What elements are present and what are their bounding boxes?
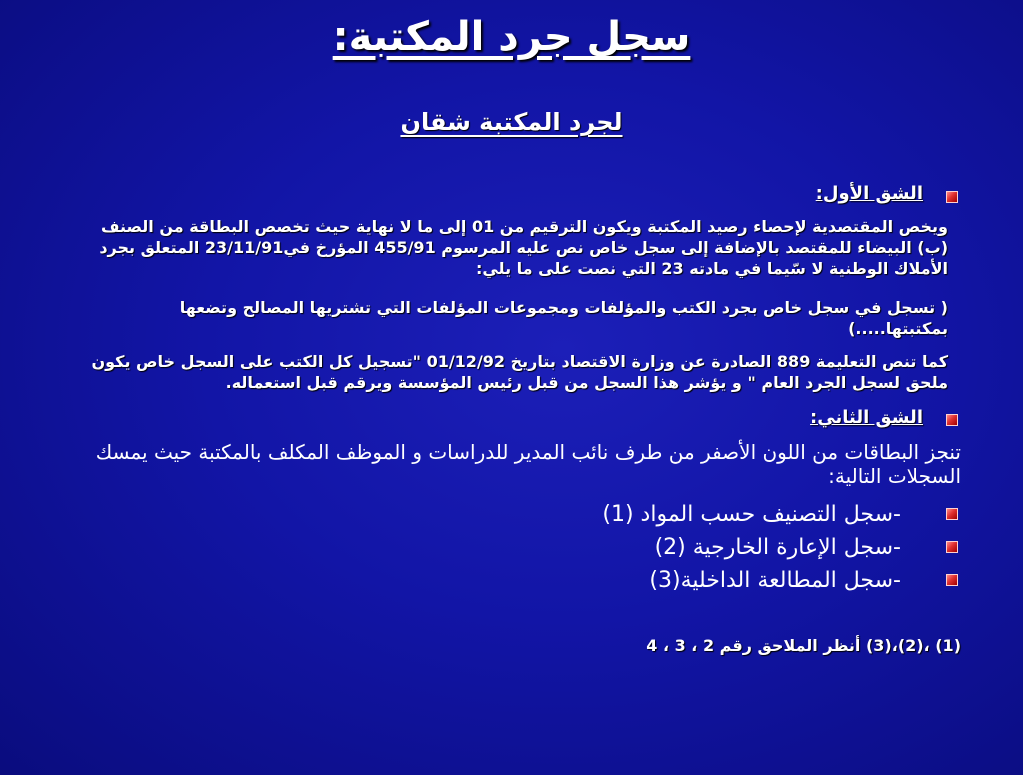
bullet-icon <box>946 191 958 203</box>
slide-title: سجل جرد المكتبة: <box>332 14 691 60</box>
part2-paragraph: تنجز البطاقات من اللون الأصفر من طرف نائب المدير للدراسات و الموظف المكلف بالمكتبة حيث يمسك السجلات التالية: <box>95 440 961 488</box>
register-item-3: -سجل المطالعة الداخلية(3) <box>649 568 901 593</box>
bullet-icon <box>946 541 958 553</box>
part2-heading: الشق الثاني: <box>810 407 923 428</box>
part1-heading: الشق الأول: <box>815 183 923 204</box>
part1-paragraph3: كما تنص التعليمة 889 الصادرة عن وزارة الاقتصاد بتاريخ 01/12/92 "تسجيل كل الكتب على السجل خاص يكون ملحق لسجل الجرد العام " و يؤشر هذا السجل من قبل رئيس المؤسسة ويرقم قبل استعماله. <box>91 352 948 392</box>
part1-paragraph1: ويخص المقتصدية لإحصاء رصيد المكتبة ويكون الترقيم من 01 إلى ما لا نهاية حيث تخصص البطاقة من الصنف (ب) البيضاء للمقتصد بالإضافة إلى سجل خاص نص عليه المرسوم 455/91 المؤرخ في23/11/91 المتعلق بجرد الأملاك الوطنية لا سّيما في مادته 23 التي نصت على ما يلي: <box>99 217 948 278</box>
bullet-icon <box>946 508 958 520</box>
bullet-icon <box>946 414 958 426</box>
footnote: (1) ،(2)،(3) أنظر الملاحق رقم 2 ، 3 ، 4 <box>646 636 961 655</box>
register-item-1: -سجل التصنيف حسب المواد (1) <box>602 502 901 527</box>
slide-subtitle: لجرد المكتبة شقان <box>400 108 623 136</box>
part1-paragraph2: ( تسجل في سجل خاص بجرد الكتب والمؤلفات ومجموعات المؤلفات التي تشتريها المصالح وتضعها بمكتبتها.....) <box>179 298 948 338</box>
register-item-2: -سجل الإعارة الخارجية (2) <box>654 535 901 560</box>
bullet-icon <box>946 574 958 586</box>
